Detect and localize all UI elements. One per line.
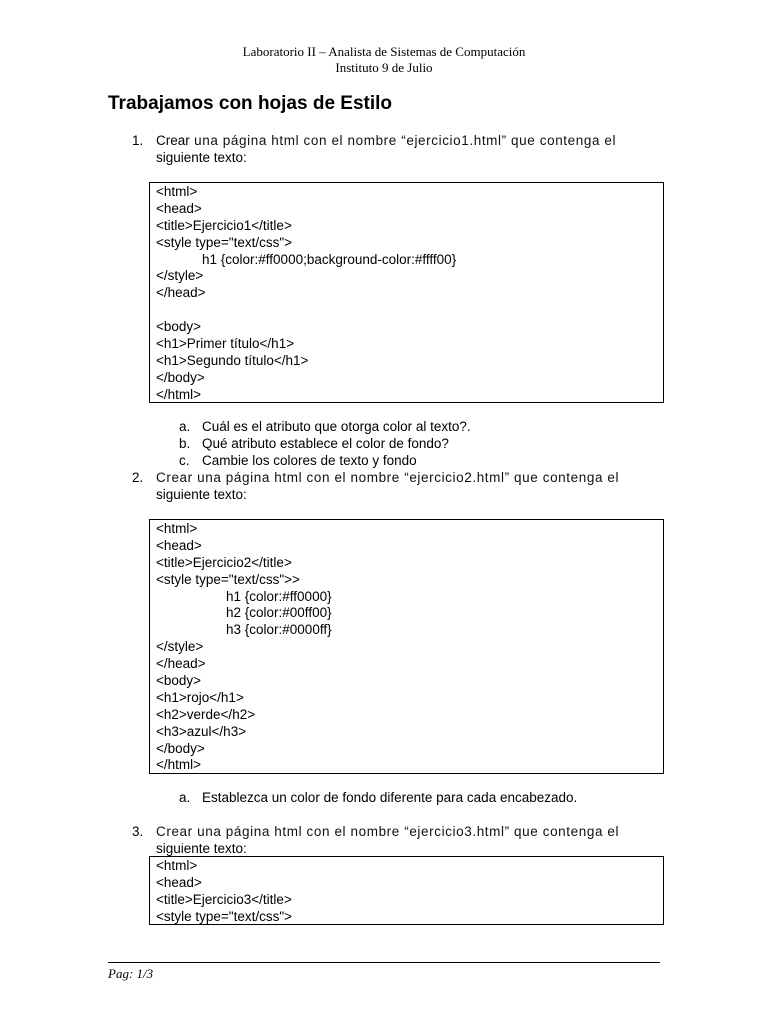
code-line: <style type="text/css">>: [156, 571, 300, 587]
code-line: </body>: [156, 369, 205, 385]
subitem-letter: a.: [179, 419, 191, 434]
header-institute: Instituto 9 de Julio: [335, 60, 433, 75]
code-line: h1 {color:#ff0000;background-color:#ffff00}: [202, 251, 457, 267]
exercise-number: 1.: [132, 133, 144, 148]
code-line: <style type="text/css">: [156, 234, 293, 250]
page-number: Pag: 1/3: [108, 966, 154, 981]
code-line: </html>: [156, 386, 202, 402]
code-line: <title>Ejercicio3</title>: [156, 891, 292, 907]
code-line: </body>: [156, 740, 205, 756]
footer-divider: [108, 962, 660, 963]
code-line: </head>: [156, 285, 206, 301]
exercise-text: Crear una página html con el nombre “ejercicio3.html” que contenga el: [156, 824, 620, 839]
subitem-text: Cambie los colores de texto y fondo: [202, 453, 417, 468]
subitem-letter: b.: [179, 436, 191, 451]
code-line: <head>: [156, 874, 202, 890]
code-line: <h2>verde</h2>: [156, 706, 256, 722]
code-line: <h1>Primer título</h1>: [156, 336, 295, 352]
code-box-3: [149, 856, 664, 925]
subitem-text: Qué atributo establece el color de fondo?: [202, 436, 449, 451]
code-line: <html>: [156, 184, 198, 199]
exercise-text-line2: siguiente texto:: [156, 841, 247, 856]
exercise-lead-text: Crear: [156, 133, 190, 148]
code-line: <body>: [156, 673, 202, 689]
code-line: <head>: [156, 537, 202, 553]
exercise-text-line2: siguiente texto:: [156, 150, 247, 165]
code-line: <title>Ejercicio1</title>: [156, 217, 292, 233]
code-line: <body>: [156, 319, 202, 335]
code-line: h1 {color:#ff0000}: [226, 588, 332, 604]
code-line: <h1>Segundo título</h1>: [156, 352, 309, 368]
code-box-2: [149, 519, 664, 774]
exercise-number: 2.: [132, 470, 144, 485]
code-line: <style type="text/css">: [156, 908, 293, 924]
code-line: </head>: [156, 656, 206, 672]
code-line: [156, 302, 657, 319]
subitem-letter: c.: [179, 453, 190, 468]
header-course: Laboratorio II – Analista de Sistemas de Computación: [242, 44, 526, 59]
code-line: <h1>rojo</h1>: [156, 689, 244, 705]
code-box-1: [149, 182, 664, 403]
page-header: [0, 44, 768, 76]
code-line: <head>: [156, 200, 202, 216]
code-line: <html>: [156, 521, 198, 536]
exercise-text: una página html con el nombre “ejercicio1.html” que contenga el: [189, 133, 617, 148]
code-line: </html>: [156, 757, 202, 773]
page-title: Trabajamos con hojas de Estilo: [108, 93, 393, 114]
code-line: </style>: [156, 639, 204, 655]
code-line: h3 {color:#0000ff}: [226, 622, 332, 638]
code-line: h2 {color:#00ff00}: [226, 605, 332, 621]
code-line: <html>: [156, 858, 198, 873]
code-line: </style>: [156, 268, 204, 284]
exercise-text: Crear una página html con el nombre “ejercicio2.html” que contenga el: [156, 470, 620, 485]
exercise-number: 3.: [132, 824, 144, 839]
exercise-text-line2: siguiente texto:: [156, 487, 247, 502]
code-line: <h3>azul</h3>: [156, 723, 247, 739]
subitem-text: Establezca un color de fondo diferente para cada encabezado.: [202, 790, 578, 805]
subitem-letter: a.: [179, 790, 191, 805]
subitem-text: Cuál es el atributo que otorga color al texto?.: [202, 419, 471, 434]
code-line: <title>Ejercicio2</title>: [156, 554, 292, 570]
